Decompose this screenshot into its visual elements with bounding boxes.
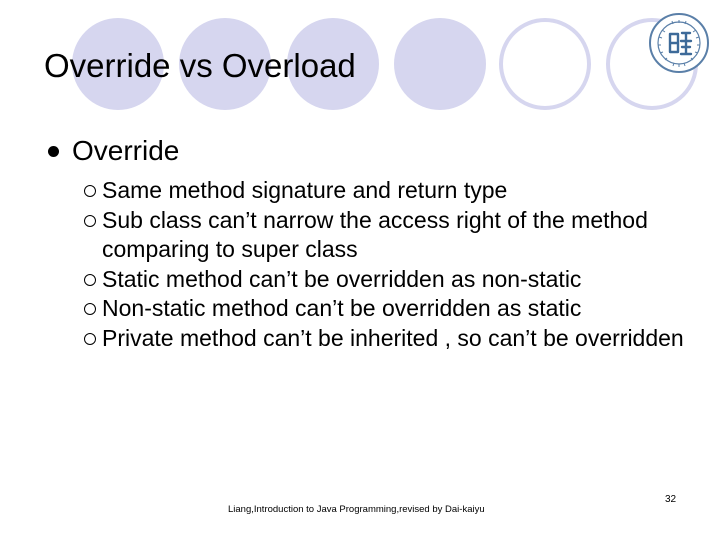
sub-bullet-text: Static method can’t be overridden as non-static	[102, 265, 582, 292]
sub-bullet-item	[84, 265, 684, 295]
ring-bullet-icon	[84, 303, 96, 315]
sub-bullet-list	[84, 176, 684, 353]
bullet-override-label: Override	[72, 135, 180, 166]
sub-bullet-text: Same method signature and return type	[102, 177, 508, 203]
bullet-dot-icon	[48, 146, 59, 157]
ring-bullet-icon	[84, 333, 96, 345]
decor-circle-ring-1	[499, 18, 591, 110]
slide-title: Override vs Overload	[44, 47, 356, 84]
sub-bullet-item	[84, 206, 684, 265]
sub-bullet-item	[84, 176, 684, 206]
ring-bullet-icon	[84, 185, 96, 197]
sub-bullet-text: Non-static method can’t be overridden as static	[102, 295, 582, 321]
sub-bullet-item	[84, 324, 684, 354]
ring-bullet-icon	[84, 215, 96, 227]
sub-bullet-text: Sub class can’t narrow the access right of the method comparing to super class	[102, 206, 648, 262]
slide-footer: Liang,Introduction to Java Programming,revised by Dai-kaiyu	[228, 504, 485, 515]
university-seal-logo-icon	[648, 12, 710, 74]
ring-bullet-icon	[84, 274, 96, 286]
sub-bullet-text: Private method can’t be inherited , so can’t be overridden	[102, 324, 684, 351]
decor-circle-filled-4	[394, 18, 486, 110]
page-number: 32	[665, 494, 677, 505]
sub-bullet-item	[84, 294, 684, 324]
